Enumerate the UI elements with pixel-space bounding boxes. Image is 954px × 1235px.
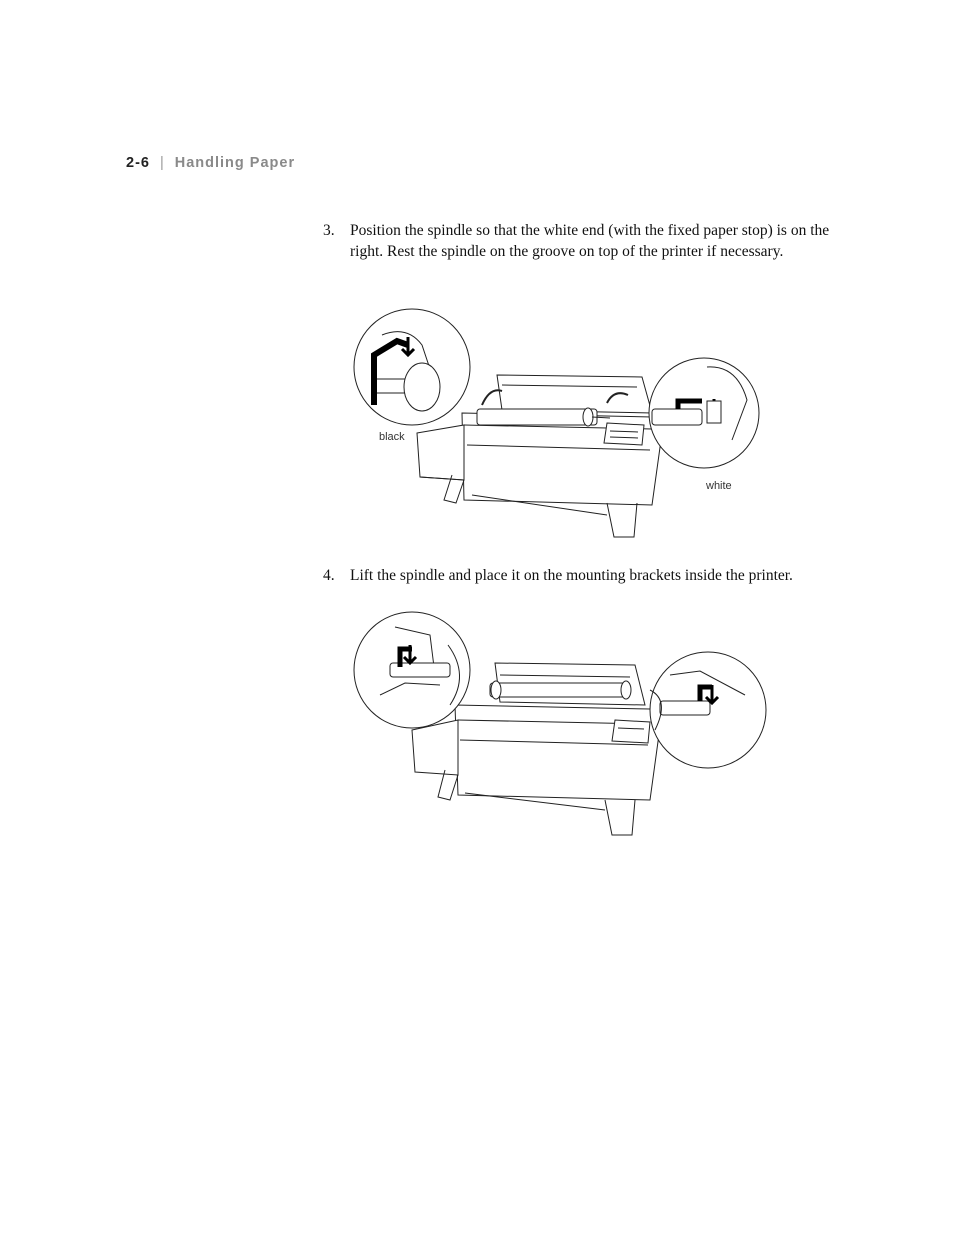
- figure-spindle-mount: [350, 605, 770, 840]
- step-number: 3.: [323, 222, 335, 239]
- label-white-end: white: [706, 480, 732, 492]
- printer-illustration-2: [350, 605, 770, 840]
- page-number: 2-6: [126, 155, 150, 171]
- header-separator: |: [159, 155, 165, 171]
- section-title: Handling Paper: [174, 155, 296, 171]
- step-3: [323, 221, 833, 262]
- label-black-end: black: [379, 431, 405, 443]
- step-number: 4.: [323, 567, 335, 584]
- step-text: Position the spindle so that the white end (with the fixed paper stop) is on the right. Rest the spindle on the groove on top of the printer if necessary.: [350, 222, 830, 260]
- running-header: [126, 155, 295, 171]
- step-text: Lift the spindle and place it on the mounting brackets inside the printer.: [350, 567, 793, 584]
- step-4: [323, 566, 833, 587]
- printer-illustration-1: [352, 305, 764, 545]
- figure-spindle-position: [352, 305, 764, 545]
